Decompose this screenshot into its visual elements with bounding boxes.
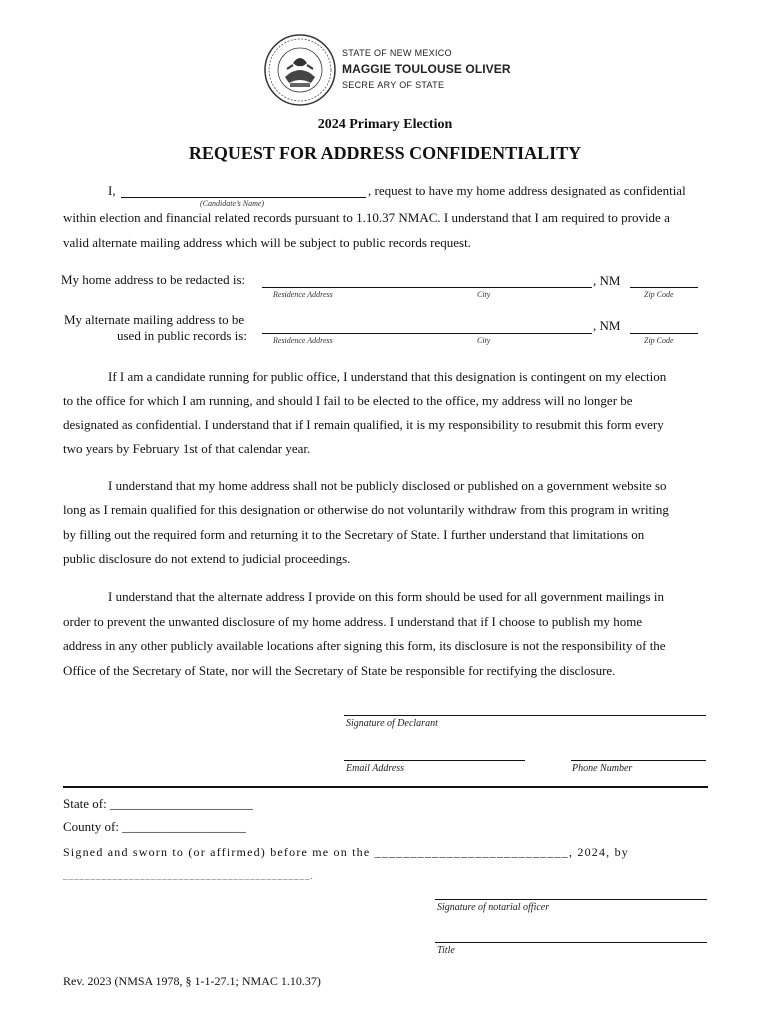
notary-county[interactable]: County of: ___________________ [63,819,246,834]
alt-address-field[interactable] [262,333,592,334]
paragraph-3-line: Office of the Secretary of State, nor will the Secretary of State be responsible for rectifying the disclosure. [63,663,616,678]
alt-residence-caption: Residence Address [273,336,333,345]
phone-caption: Phone Number [572,763,633,774]
declarant-signature-field[interactable] [344,715,706,716]
paragraph-3-line: address in any other publicly available locations after signing this form, its disclosure is not the responsibility of the [63,638,666,653]
notary-by-line[interactable]: _____________________________________________. [63,871,314,881]
form-title: REQUEST FOR ADDRESS CONFIDENTIALITY [188,143,582,163]
home-zip-caption: Zip Code [644,290,674,299]
email-field[interactable] [344,760,525,761]
candidate-name-field[interactable] [121,197,366,198]
notary-title-caption: Title [437,945,455,956]
paragraph-2-line: by filling out the required form and returning it to the Secretary of State. I further understand that limitations on [63,527,645,542]
phone-field[interactable] [571,760,706,761]
alt-zip-field[interactable] [630,333,698,334]
notary-state[interactable]: State of: ______________________ [63,796,253,811]
state-seal-logo [263,33,337,107]
paragraph-1-line: designated as confidential. I understand that if I remain qualified, it is my responsibility to resubmit this form every [63,417,664,432]
alt-city-caption: City [477,336,491,345]
paragraph-2-line: long as I remain qualified for this designation or otherwise do not voluntarily withdraw from this program in writing [63,502,669,517]
home-city-caption: City [477,290,491,299]
paragraph-2-line: I understand that my home address shall not be publicly disclosed or published on a government website so [108,478,667,493]
election-title: 2024 Primary Election [317,117,453,132]
notary-signature-field[interactable] [435,899,707,900]
intro-line2: within election and financial related records pursuant to 1.10.37 NMAC. I understand that I am required to provide a [63,210,670,225]
home-address-label: My home address to be redacted is: [61,272,246,287]
email-caption: Email Address [346,763,405,774]
intro-line1: , request to have my home address designated as confidential [368,183,686,198]
notary-sworn-statement[interactable]: Signed and sworn to (or affirmed) before me on the ___________________________, 2024, by [63,845,629,859]
paragraph-3-line: I understand that the alternate address I provide on this form should be used for all government mailings in [108,589,664,604]
home-zip-field[interactable] [630,287,698,288]
paragraph-1-line: to the office for which I am running, and should I fail to be elected to the office, my address will no longer be [63,393,633,408]
paragraph-3-line: order to prevent the unwanted disclosure of my home address. I understand that if I choose to publish my home [63,614,643,629]
home-residence-caption: Residence Address [273,290,333,299]
candidate-name-caption: (Candidate’s Name) [200,199,265,208]
intro-line3: valid alternate mailing address which will be subject to public records request. [63,235,471,250]
paragraph-1-line: two years by February 1st of that calendar year. [63,441,311,456]
revision-footer: Rev. 2023 (NMSA 1978, § 1-1-27.1; NMAC 1.10.37) [63,974,321,988]
alt-address-label-2: used in public records is: [117,328,247,343]
paragraph-1-line: If I am a candidate running for public office, I understand that this designation is contingent on my election [108,369,667,384]
alt-address-label-1: My alternate mailing address to be [64,312,245,327]
declarant-signature-caption: Signature of Declarant [346,718,438,729]
agency-office: SECRE ARY OF STATE [342,80,445,90]
section-divider [63,786,708,788]
alt-zip-caption: Zip Code [644,336,674,345]
agency-official: MAGGIE TOULOUSE OLIVER [342,62,511,76]
paragraph-2-line: public disclosure do not extend to judicial proceedings. [63,551,351,566]
home-address-state: , NM [593,273,621,288]
intro-prefix: I, [108,183,116,198]
notary-signature-caption: Signature of notarial officer [437,902,550,913]
notary-title-field[interactable] [435,942,707,943]
agency-state: STATE OF NEW MEXICO [342,48,452,58]
alt-address-state: , NM [593,318,621,333]
home-address-field[interactable] [262,287,592,288]
